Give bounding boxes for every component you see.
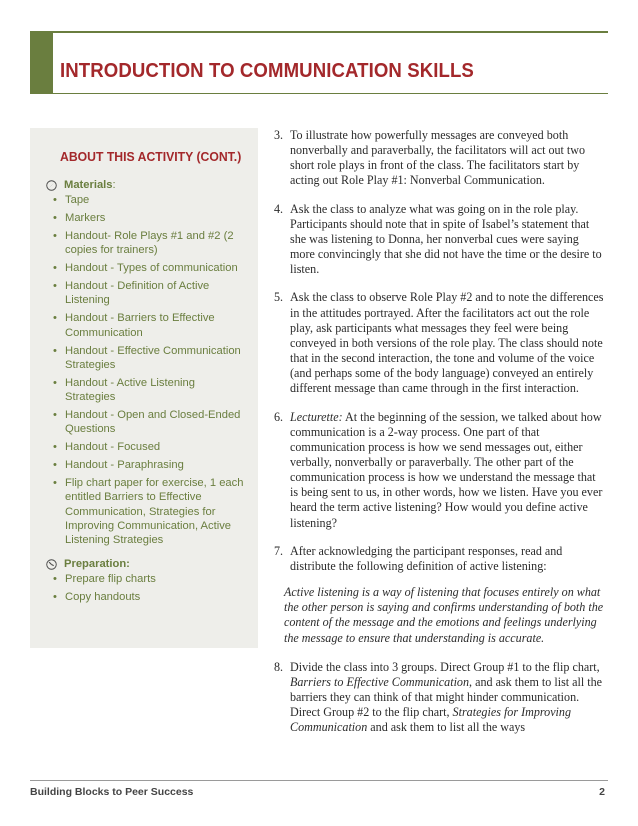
- list-item: • Handout - Focused: [51, 440, 244, 454]
- step-text: To illustrate how powerfully messages are conveyed both nonverbally and paraverbally, the facilitators will act out two short role plays in front of the class. The facilitators start by acting out Role Play #1: Nonverbal Communication.: [290, 128, 586, 188]
- activity-sidebar: [30, 128, 258, 648]
- header-rule-bottom: [53, 93, 608, 94]
- list-item: • Prepare flip charts: [51, 572, 244, 586]
- materials-list: [46, 193, 244, 547]
- list-item: • Tape: [51, 193, 244, 207]
- step-number: 5.: [274, 290, 284, 305]
- step-7: [274, 544, 604, 574]
- step-8-text-2: , and ask them to list all the barriers they can think of that might hinder communication. Direct Group #2 to the flip chart,: [290, 674, 603, 720]
- sidebar-heading: ABOUT THIS ACTIVITY (CONT.): [60, 149, 242, 164]
- step-text: [290, 660, 604, 736]
- preparation-heading: [46, 558, 244, 570]
- footer-rule: [30, 780, 608, 781]
- list-item: • Handout- Role Plays #1 and #2 (2 copies for trainers): [51, 229, 244, 257]
- header-accent-block: [30, 31, 53, 94]
- strategies-chart-title: Strategies for Improving Communication: [290, 705, 572, 735]
- step-number: 7.: [274, 543, 284, 558]
- step-8-text-3: and ask them to list all the ways: [367, 720, 526, 735]
- lecturette-text: At the beginning of the session, we talked about how communication is a 2-way process. One part of that communication process is how we send messages out, either verbally, nonverbally or paraverbally. The other part of the communication process is how we understand the message that is being sent to us, in other words, how we listen. Have you ever heard the term active listening? How would you define active listening?: [290, 409, 603, 530]
- step-text: After acknowledging the participant responses, read and distribute the following definition of active listening:: [290, 543, 563, 573]
- clock-icon: [46, 559, 57, 570]
- preparation-list: [46, 572, 244, 604]
- step-number: 6.: [274, 409, 284, 424]
- step-8: [274, 660, 604, 736]
- step-text: Ask the class to analyze what was going on in the role play. Participants should note that in spite of Isabel’s statement that she was listening to Donna, her nonverbal cues were saying more convincingly that she did not have the time or the desire to listen.: [290, 201, 602, 277]
- list-item: • Markers: [51, 211, 244, 225]
- list-item: • Handout - Paraphrasing: [51, 458, 244, 472]
- preparation-label: Preparation:: [64, 558, 130, 571]
- materials-label: Materials: [64, 179, 113, 191]
- step-4: [274, 202, 604, 278]
- step-number: 3.: [274, 128, 284, 142]
- step-5: [274, 290, 604, 396]
- active-listening-definition: Active listening is a way of listening that focuses entirely on what the other person is saying and confirms understanding of both the content of the message and the emotions and feelings underlying the message to ensure that understanding is accurate.: [284, 585, 604, 645]
- materials-colon: :: [112, 179, 116, 191]
- page-title: INTRODUCTION TO COMMUNICATION SKILLS: [60, 60, 474, 82]
- lecturette-label: Lecturette:: [290, 409, 343, 424]
- compass-icon: [46, 180, 57, 191]
- list-item: • Copy handouts: [51, 590, 244, 604]
- list-item: • Handout - Active Listening Strategies: [51, 376, 244, 404]
- list-item: • Handout - Effective Communication Strategies: [51, 344, 244, 372]
- list-item: • Handout - Definition of Active Listening: [51, 279, 244, 307]
- page-number: 2: [599, 786, 605, 798]
- step-text: [290, 410, 604, 531]
- activity-steps: [274, 128, 604, 735]
- step-number: 8.: [274, 659, 284, 674]
- list-item: • Handout - Types of communication: [51, 261, 244, 275]
- list-item: • Handout - Open and Closed-Ended Questions: [51, 408, 244, 436]
- barriers-chart-title: Barriers to Effective Communication: [290, 674, 470, 689]
- step-text: Ask the class to observe Role Play #2 and to note the differences in the attitudes portrayed. After the facilitators act out the role play, ask participants what messages they feel were being conveyed in both versions of the role play. The class should note that in the second interaction, the tone and volume of the voice (and perhaps some of the body language) conveyed an entirely different message than came through in the first interaction.: [290, 290, 604, 396]
- materials-heading: [46, 179, 244, 191]
- step-6: [274, 410, 604, 531]
- step-3: [274, 128, 604, 189]
- list-item: • Handout - Barriers to Effective Communication: [51, 311, 244, 339]
- list-item: • Flip chart paper for exercise, 1 each entitled Barriers to Effective Communication, Strategies for Improving Communication, Active Listening Strategies: [51, 476, 244, 547]
- step-8-text-1: Divide the class into 3 groups. Direct Group #1 to the flip chart,: [290, 659, 600, 674]
- step-number: 4.: [274, 201, 284, 216]
- footer-title: Building Blocks to Peer Success: [30, 786, 194, 798]
- header-rule-top: [53, 31, 608, 33]
